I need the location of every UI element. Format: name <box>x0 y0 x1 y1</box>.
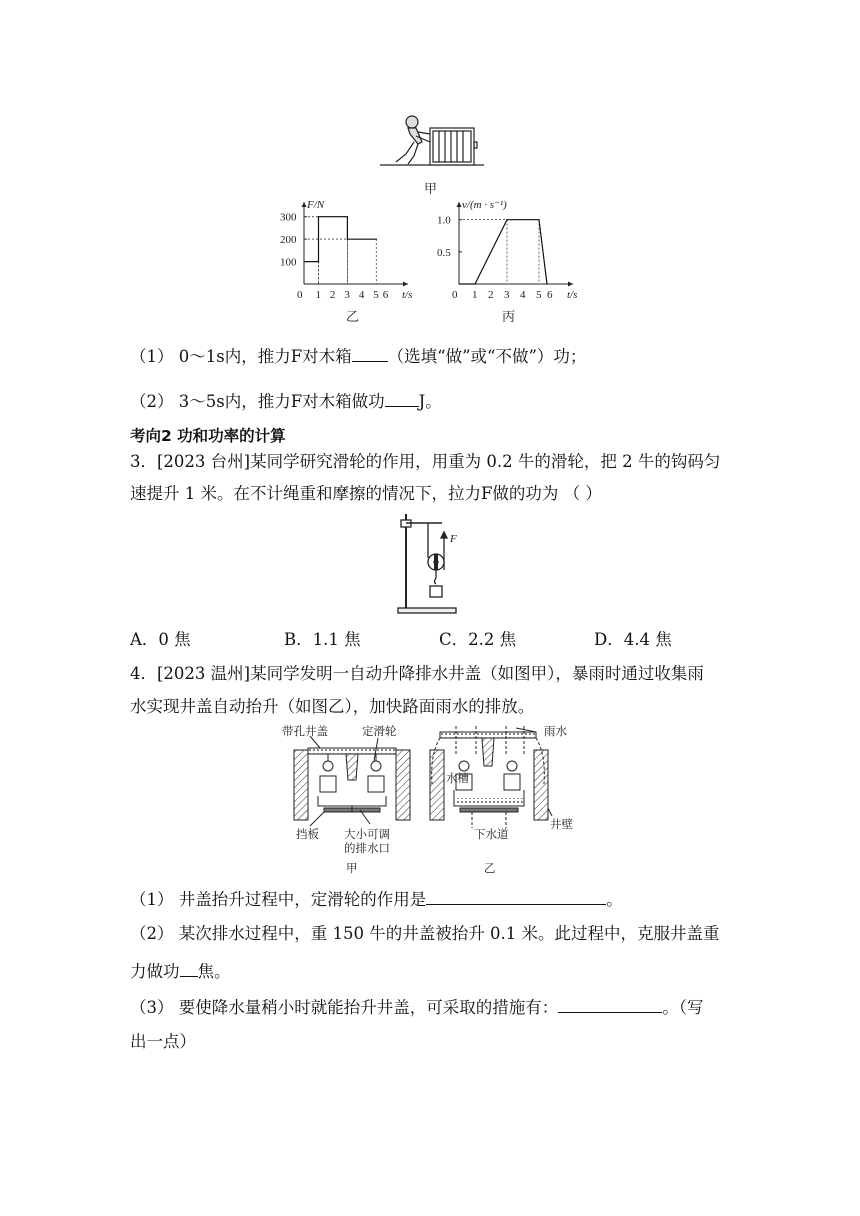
series-line <box>459 220 547 284</box>
q2-part2-end: J。 <box>418 392 442 411</box>
data-point <box>318 216 319 217</box>
label-outlet-line2: 的排水口 <box>344 843 390 855</box>
y-axis-label: v/(m · s⁻¹) <box>462 199 507 211</box>
q2-part1-end: （选填“做”或“不做”）功； <box>387 347 587 366</box>
label-well-wall: 井壁 <box>550 819 573 831</box>
q2-part2-text: （2） 3～5s内，推力F对木箱做功 <box>130 392 385 411</box>
q4-part3-line2: 出一点） <box>130 1032 196 1051</box>
q4-line2: 水实现井盖自动抬升（如图乙），加快路面雨水的排放。 <box>130 697 535 716</box>
q2-part2-blank[interactable] <box>385 390 419 407</box>
q4-part3-blank[interactable] <box>558 996 662 1013</box>
x-tick-label: 5 <box>536 289 542 301</box>
q3-line2: 速提升 1 米。在不计绳重和摩擦的情况下，拉力F做的功为 （ ） <box>130 484 602 503</box>
data-point <box>538 219 539 220</box>
x-tick-label: 2 <box>329 289 336 301</box>
x-axis-arrow <box>568 282 573 287</box>
caption-fig-b: 乙 <box>484 863 496 875</box>
caption-fig-a: 甲 <box>346 863 358 875</box>
data-point <box>347 239 348 240</box>
q4-part1 <box>130 888 623 910</box>
q4-part2-end: 焦。 <box>197 962 231 981</box>
q2-part2 <box>130 390 442 412</box>
q2-part1-blank[interactable] <box>352 345 388 362</box>
q4-part2-blank[interactable] <box>180 960 198 977</box>
x-tick-label: 4 <box>520 289 526 301</box>
q3-line1: 3．[2023 台州]某同学研究滑轮的作用，用重为 0.2 牛的滑轮，把 2 牛的钩码匀 <box>130 452 721 471</box>
x-tick-label: 5 <box>373 289 379 301</box>
q3-option-d[interactable]: D．4.4 焦 <box>594 630 672 649</box>
q4-part1-text: （1） 井盖抬升过程中，定滑轮的作用是 <box>130 890 427 909</box>
figure-pushing-box <box>378 112 488 172</box>
x-tick-label: 6 <box>382 289 389 301</box>
data-point <box>474 283 475 284</box>
pulley-apparatus-figure <box>392 510 472 618</box>
q4-part2-line2 <box>130 960 231 982</box>
label-perforated-cover: 带孔井盖 <box>282 726 328 738</box>
q4-part1-blank[interactable] <box>426 888 606 905</box>
x-tick-label: 3 <box>344 289 350 301</box>
data-point <box>347 216 348 217</box>
y-tick-label: 200 <box>280 234 297 247</box>
x-axis-label: t/s <box>567 289 578 301</box>
y-axis-arrow <box>302 202 307 207</box>
x-tick-label: 6 <box>547 289 553 301</box>
label-sewer: 下水道 <box>474 829 509 841</box>
label-water-tank: 水槽 <box>446 773 469 785</box>
q3-option-c[interactable]: C．2.2 焦 <box>439 630 517 649</box>
y-tick-label: 1.0 <box>437 214 451 227</box>
x-tick-label: 1 <box>315 289 321 301</box>
x-axis-arrow <box>403 282 408 287</box>
label-rainwater: 雨水 <box>544 726 567 738</box>
q3-option-b[interactable]: B．1.1 焦 <box>284 630 361 649</box>
q2-part1 <box>130 345 586 367</box>
y-tick-label: 100 <box>280 256 297 269</box>
label-baffle: 挡板 <box>296 829 319 841</box>
y-axis-label: F/N <box>307 199 325 211</box>
q4-part3-line1 <box>130 996 704 1018</box>
section-title: 考向2 功和功率的计算 <box>130 427 286 445</box>
x-tick-label: 0 <box>452 289 458 301</box>
q4-part3-text: （3） 要使降水量稍小时就能抬升井盖，可采取的措施有： <box>130 998 559 1017</box>
data-point <box>506 219 507 220</box>
figure-caption-a: 甲 <box>424 182 438 197</box>
x-tick-label: 0 <box>297 289 303 301</box>
q2-part1-text: （1） 0～1s内，推力F对木箱 <box>130 347 352 366</box>
label-fixed-pulley: 定滑轮 <box>362 726 397 738</box>
data-point <box>376 239 377 240</box>
velocity-time-chart <box>425 196 585 302</box>
x-axis-label: t/s <box>402 289 413 301</box>
q3-option-a[interactable]: A．0 焦 <box>130 630 191 649</box>
data-point <box>458 283 459 284</box>
manhole-cover-figure <box>280 724 580 876</box>
data-point <box>303 261 304 262</box>
q4-part3-end: 。（写 <box>662 998 704 1017</box>
y-tick-label: 0.5 <box>437 246 451 259</box>
x-tick-label: 4 <box>358 289 365 301</box>
data-point <box>546 283 547 284</box>
pulley-force-label: F <box>450 533 457 545</box>
force-time-chart <box>270 196 420 302</box>
x-tick-label: 1 <box>472 289 478 301</box>
label-outlet-line1: 大小可调 <box>344 829 390 841</box>
x-tick-label: 3 <box>504 289 510 301</box>
y-axis-arrow <box>457 202 462 207</box>
data-point <box>318 261 319 262</box>
q4-part1-end: 。 <box>606 890 623 909</box>
figure-caption-c: 丙 <box>502 310 516 325</box>
q4-line1: 4．[2023 温州]某同学发明一自动升降排水井盖（如图甲），暴雨时通过收集雨 <box>130 664 704 683</box>
q4-part2-line1: （2） 某次排水过程中，重 150 牛的井盖被抬升 0.1 米。此过程中，克服井盖重 <box>130 924 720 943</box>
figure-caption-b: 乙 <box>346 310 360 325</box>
y-tick-label: 300 <box>280 211 297 224</box>
x-tick-label: 2 <box>488 289 494 301</box>
q4-part2-text: 力做功 <box>130 962 180 981</box>
